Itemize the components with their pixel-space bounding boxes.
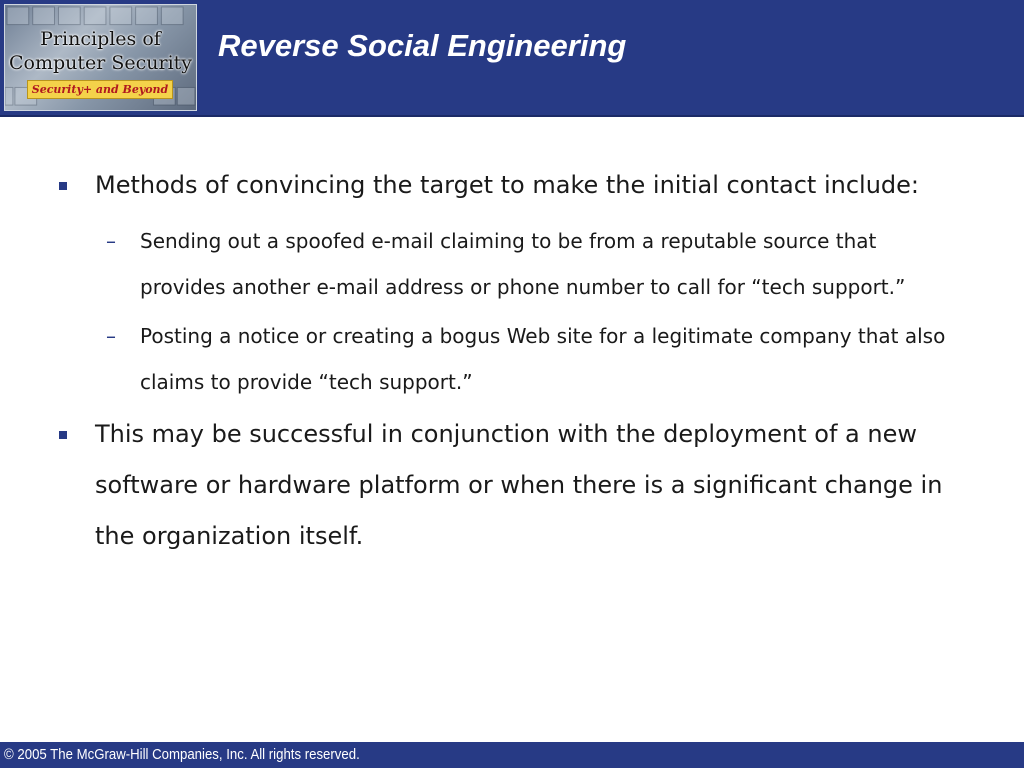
bullet-text: This may be successful in conjunction with the deployment of a new software or hardware platform or when there is a significant change in the organization itself. — [95, 420, 943, 550]
sub-bullet-text: Sending out a spoofed e-mail claiming to be from a reputable source that provides another e-mail address or phone number to call for “tech support.” — [140, 229, 906, 299]
copyright-text: © 2005 The McGraw-Hill Companies, Inc. All rights reserved. — [4, 746, 360, 763]
sub-bullet-item — [106, 219, 960, 310]
logo-title-line1: Principles of — [40, 28, 161, 50]
bullet-item — [95, 160, 975, 211]
bullet-text: Methods of convincing the target to make the initial contact include: — [95, 171, 920, 199]
dash-bullet-icon: – — [106, 324, 116, 348]
dash-bullet-icon: – — [106, 229, 116, 253]
bullet-item — [95, 409, 975, 562]
sub-bullet-item — [106, 314, 960, 405]
header-band — [0, 0, 1024, 117]
slide-body — [0, 160, 1024, 562]
logo-subtitle: Security+ and Beyond — [27, 80, 173, 99]
square-bullet-icon — [59, 182, 67, 190]
slide-title: Reverse Social Engineering — [218, 28, 627, 63]
square-bullet-icon — [59, 431, 67, 439]
footer-band — [0, 742, 1024, 768]
logo-title-line2: Computer Security — [8, 52, 193, 74]
sub-bullet-text: Posting a notice or creating a bogus Web site for a legitimate company that also claims to provide “tech support.” — [140, 324, 946, 394]
book-logo — [4, 4, 197, 111]
